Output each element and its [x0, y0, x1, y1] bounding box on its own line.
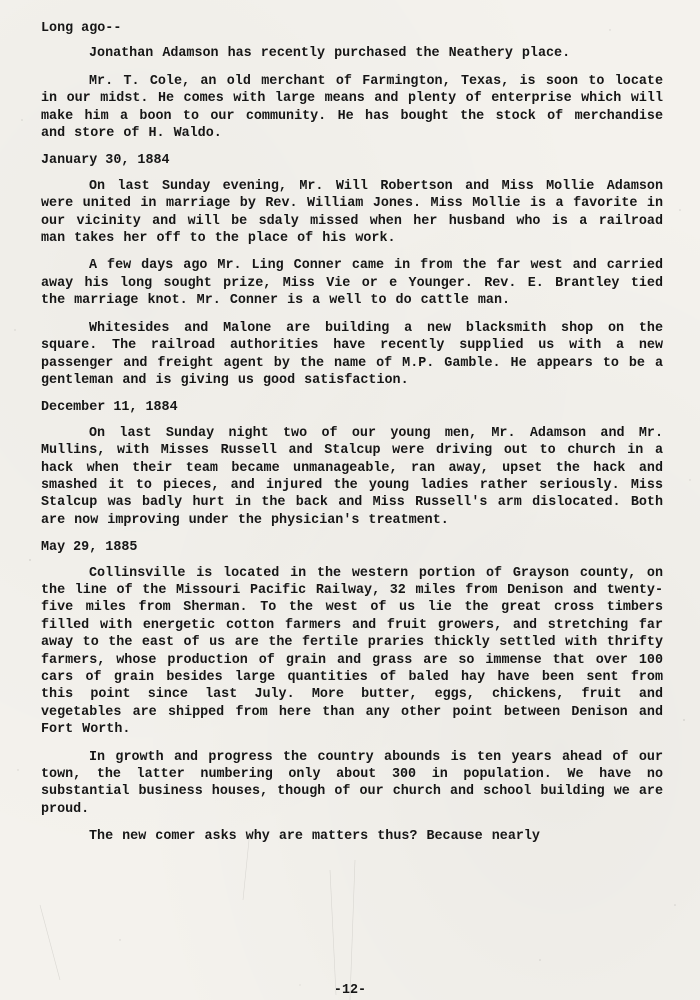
paragraph: In growth and progress the country abounds is ten years ahead of our town, the latter numbering only about 300 in population. We have no substantial business houses, though of our church and school building we are proud. [41, 749, 663, 817]
page-number: -12- [333, 983, 367, 998]
paragraph: Mr. T. Cole, an old merchant of Farmington, Texas, is soon to locate in our midst. He comes with large means and plenty of enterprise which will make him a boon to our community. He has bought the stock of merchandise and store of H. Waldo. [41, 73, 663, 142]
section-may-1885 [41, 539, 663, 846]
paragraph: The new comer asks why are matters thus? Because nearly [89, 829, 540, 845]
document-body [41, 20, 663, 846]
section-december-1884 [41, 399, 663, 529]
section-heading: Long ago-- [41, 21, 122, 36]
section-long-ago [41, 20, 663, 142]
paragraph: On last Sunday evening, Mr. Will Robertson and Miss Mollie Adamson were united in marriage by Rev. William Jones. Miss Mollie is a favorite in our vicinity and will be sdaly missed when her husband who is a railroad man takes her off to the place of his work. [41, 178, 663, 247]
paragraph: Collinsville is located in the western portion of Grayson county, on the line of the Missouri Pacific Railway, 32 miles from Denison and twenty-five miles from Sherman. To the west of us lie the great cross timbers filled with energetic cotton farmers and fruit growers, and stretching far away to the east of us are the fertile praries thickly settled with thrifty farmers, whose production of grain and grass are so immense that over 100 cars of grain besides large quantities of baled hay have been sent from this point since last July. More butter, eggs, chickens, fruit and vegetables are shipped from here than any other point between Denison and Fort Worth. [41, 565, 663, 738]
paragraph: On last Sunday night two of our young men, Mr. Adamson and Mr. Mullins, with Misses Russell and Stalcup were driving out to church in a hack when their team became unmanageable, ran away, upset the hack and smashed it to pieces, and injured the young ladies rather seriously. Miss Stalcup was badly hurt in the back and Miss Russell's arm dislocated. Both are now improving under the physician's treatment. [41, 425, 663, 528]
paragraph: A few days ago Mr. Ling Conner came in from the far west and carried away his long sought prize, Miss Vie or e Younger. Rev. E. Brantley tied the marriage knot. Mr. Conner is a well to do cattle man. [41, 258, 663, 309]
section-january-1884 [41, 152, 663, 389]
section-heading: May 29, 1885 [41, 540, 138, 556]
section-heading: December 11, 1884 [41, 400, 178, 416]
paragraph: Jonathan Adamson has recently purchased the Neathery place. [89, 46, 571, 62]
paragraph: Whitesides and Malone are building a new blacksmith shop on the square. The railroad authorities have recently supplied us with a new passenger and freight agent by the name of M.P. Gamble. He appears to be a gentleman and is giving us good satisfaction. [41, 320, 663, 388]
section-heading: January 30, 1884 [41, 153, 170, 169]
